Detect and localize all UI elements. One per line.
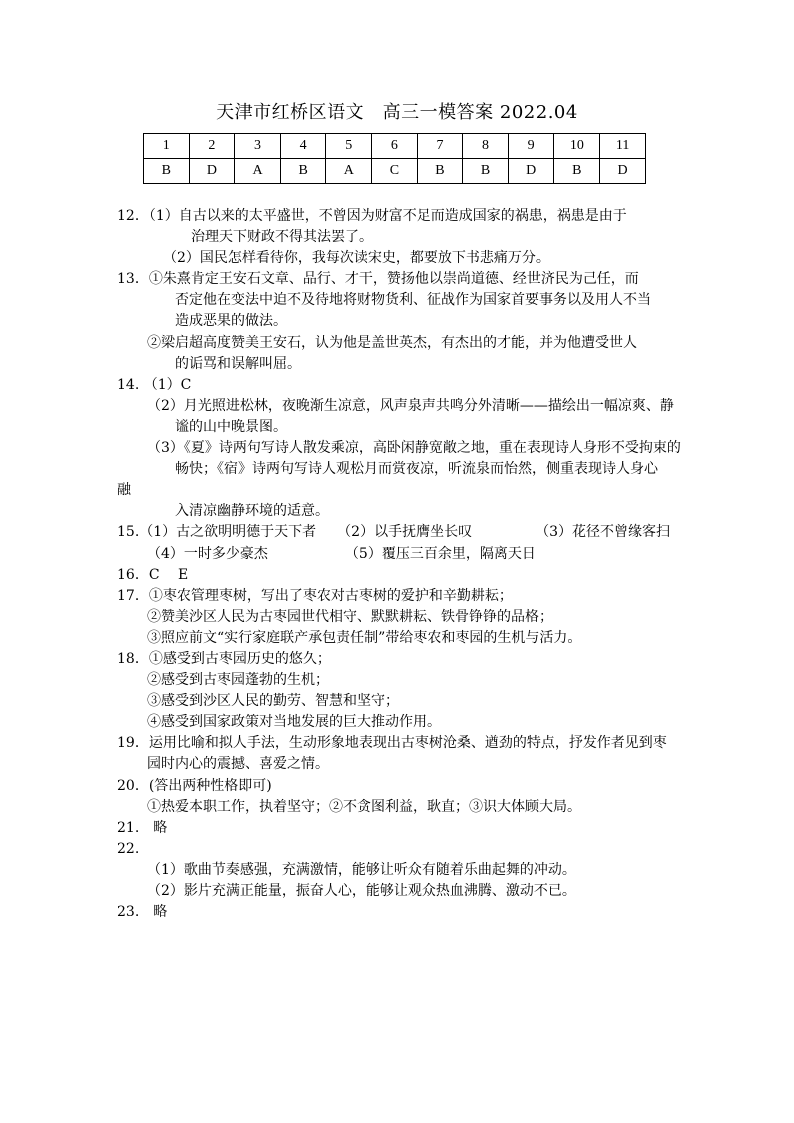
table-cell: 2 <box>189 134 235 159</box>
answer-line: ③感受到沙区人民的勤劳、智慧和坚守； <box>147 693 399 710</box>
question-number-row <box>144 134 646 159</box>
answer-line: ④感受到国家政策对当地发展的巨大推动作用。 <box>147 714 441 731</box>
table-cell: B <box>144 159 190 184</box>
answer-line: ②感受到古枣园蓬勃的生机； <box>147 672 329 689</box>
table-cell: 6 <box>372 134 418 159</box>
answer-line: 21. 略 <box>117 819 168 836</box>
answer-line: （2）国民怎样看待你，我每次读宋史，都要放下书悲痛万分。 <box>163 250 550 267</box>
table-cell: D <box>508 159 554 184</box>
answer-line: 入清凉幽静环境的适意。 <box>175 503 329 520</box>
table-cell: 10 <box>554 134 600 159</box>
answer-line: ③照应前文“实行家庭联产承包责任制”带给枣农和枣园的生机与活力。 <box>147 629 582 646</box>
table-cell: 11 <box>600 134 646 159</box>
answer-table <box>143 133 646 184</box>
answer-line: 18．①感受到古枣园历史的悠久； <box>117 650 331 667</box>
answer-line: 22. <box>117 840 140 857</box>
answer-line: 13．①朱熹肯定王安石文章、品行、才干，赞扬他以崇尚道德、经世济民为己任，而 <box>117 271 639 288</box>
table-cell: D <box>189 159 235 184</box>
answer-line: 造成恶果的做法。 <box>175 313 287 330</box>
table-cell: 5 <box>326 134 372 159</box>
answer-line: 15.（1）古之欲明明德于天下者 （2）以手抚膺坐长叹 （3）花径不曾缘客扫 <box>117 524 670 541</box>
answer-line: （3）《夏》诗两句写诗人散发乘凉，高卧闲静宽敞之地，重在表现诗人身形不受拘束的 <box>147 440 681 457</box>
answer-line: （4）一时多少豪杰 （5）覆压三百余里，隔离天日 <box>147 545 536 562</box>
answer-line: 融 <box>117 482 131 499</box>
table-cell: 1 <box>144 134 190 159</box>
table-cell: C <box>372 159 418 184</box>
table-cell: 4 <box>280 134 326 159</box>
answer-line: ②赞美沙区人民为古枣园世代相守、默默耕耘、铁骨铮铮的品格； <box>147 608 553 625</box>
answer-line: 的诟骂和误解叫屈。 <box>175 355 301 372</box>
answer-line: 17．①枣农管理枣树，写出了枣农对古枣树的爱护和辛勤耕耘； <box>117 587 513 604</box>
answer-line: 20．(答出两种性格即可) <box>117 777 272 794</box>
page-title: 天津市红桥区语文 高三一模答案 2022.04 <box>216 102 578 123</box>
answer-line: （1）歌曲节奏感强，充满激情，能够让听众有随着乐曲起舞的冲动。 <box>147 861 576 878</box>
answer-body <box>117 206 682 923</box>
answer-line: 否定他在变法中迫不及待地将财物货利、征战作为国家首要事务以及用人不当 <box>175 292 651 309</box>
answer-line: ②梁启超高度赞美王安石，认为他是盖世英杰，有杰出的才能，并为他遭受世人 <box>147 334 637 351</box>
table-cell: B <box>463 159 509 184</box>
table-cell: 3 <box>235 134 281 159</box>
answer-line: 14. （1）C <box>117 376 192 393</box>
table-cell: B <box>417 159 463 184</box>
answer-line: 治理天下财政不得其法罢了。 <box>191 229 373 246</box>
answer-line: 园时内心的震撼、喜爱之情。 <box>147 756 329 773</box>
answer-line: （2）影片充满正能量，振奋人心，能够让观众热血沸腾、激动不已。 <box>147 883 576 899</box>
table-cell: 7 <box>417 134 463 159</box>
table-cell: A <box>235 159 281 184</box>
answer-line: 19．运用比喻和拟人手法，生动形象地表现出古枣树沧桑、遒劲的特点，抒发作者见到枣 <box>117 735 667 752</box>
answer-line: 16．C E <box>117 566 189 583</box>
table-cell: D <box>600 159 646 184</box>
answer-line: 谧的山中晚景图。 <box>175 418 287 435</box>
answer-line: 畅快；《宿》诗两句写诗人观松月而赏夜凉，听流泉而怡然，侧重表现诗人身心 <box>175 461 658 478</box>
table-cell: A <box>326 159 372 184</box>
table-cell: 8 <box>463 134 509 159</box>
answer-line: 12．（1）自古以来的太平盛世，不曾因为财富不足而造成国家的祸患，祸患是由于 <box>117 208 627 224</box>
answer-line: 23. 略 <box>117 904 168 921</box>
answer-line: ①热爱本职工作，执着坚守；②不贪图利益，耿直；③识大体顾大局。 <box>147 798 581 815</box>
table-cell: 9 <box>508 134 554 159</box>
answer-row <box>144 159 646 184</box>
answer-line: （2）月光照进松林，夜晚渐生凉意，风声泉声共鸣分外清晰——描绘出一幅凉爽、静 <box>147 397 674 414</box>
table-cell: B <box>280 159 326 184</box>
table-cell: B <box>554 159 600 184</box>
